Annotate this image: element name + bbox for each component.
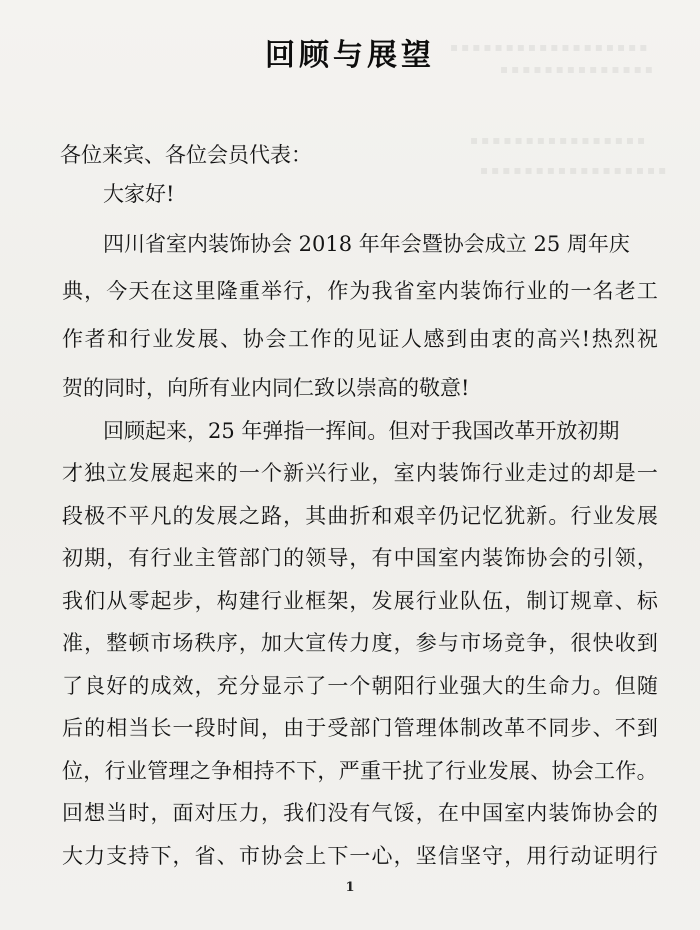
bleed-through-texture: ▪▪▪▪▪▪▪▪▪▪▪▪▪▪▪▪▪▪ xyxy=(450,40,651,54)
paragraph-line: 段 极 不 平 凡 的 发 展 之 路 ， 其 曲 折 和 艰 辛 仍 记 忆 犹 新 。 行 业 发 展 xyxy=(62,504,658,528)
document-title: 回顾与展望 xyxy=(265,38,435,73)
paragraph-line: 才 独 立 发 展 起 来 的 一 个 新 兴 行 业 ， 室 内 装 饰 行 业 走 过 的 却 是 一 xyxy=(62,461,658,485)
paragraph-line: 典 ， 今 天 在 这 里 隆 重 举 行 ， 作 为 我 省 室 内 装 饰 行 业 的 一 名 老 工 xyxy=(62,279,658,303)
paragraph-line: 准 ， 整 顿 市 场 秩 序 ， 加 大 宣 传 力 度 ， 参 与 市 场 竞 争 ， 很 快 收 到 xyxy=(62,631,658,655)
paragraph-line: 回顾起来，25 年弹指一挥间。但对于我国改革开放初期 xyxy=(103,419,620,443)
paragraph-line: 后 的 相 当 长 一 段 时 间 ， 由 于 受 部 门 管 理 体 制 改 革 不 同 步 、 不 到 xyxy=(62,716,658,740)
bleed-through-texture: ▪▪▪▪▪▪▪▪▪▪▪▪▪▪▪▪▪ xyxy=(480,163,670,177)
bleed-through-texture: ▪▪▪▪▪▪▪▪▪▪▪▪▪▪ xyxy=(500,62,656,76)
paragraph-line: 回 想 当 时 ， 面 对 压 力 ， 我 们 没 有 气 馁 ， 在 中 国 室 内 装 饰 协 会 的 xyxy=(62,801,658,825)
paragraph-line: 大 力 支 持 下 ， 省 、 市 协 会 上 下 一 心 ， 坚 信 坚 守 ， 用 行 动 证 明 行 xyxy=(62,844,658,868)
paragraph-line: 四川省室内装饰协会 2018 年年会暨协会成立 25 周年庆 xyxy=(103,232,630,256)
paragraph-line: 位 ， 行 业 管 理 之 争 相 持 不 下 ， 严 重 干 扰 了 行 业 发 展 、 协 会 工 作 。 xyxy=(62,759,658,783)
bleed-through-texture: ▪▪▪▪▪▪▪▪▪▪▪▪▪▪▪▪ xyxy=(470,133,649,147)
paragraph-line: 作 者 和 行 业 发 展 、 协 会 工 作 的 见 证 人 感 到 由 衷 的 高 兴 ! 热 烈 祝 xyxy=(62,327,658,351)
salutation: 各位来宾、各位会员代表： xyxy=(60,143,312,167)
page-number: 1 xyxy=(345,880,355,895)
paragraph-line: 我 们 从 零 起 步 ， 构 建 行 业 框 架 ， 发 展 行 业 队 伍 ， 制 订 规 章 、 标 xyxy=(62,589,658,613)
paragraph-line: 了 良 好 的 成 效 ， 充 分 显 示 了 一 个 朝 阳 行 业 强 大 的 生 命 力 。 但 随 xyxy=(62,674,658,698)
paragraph-line: 初 期 ， 有 行 业 主 管 部 门 的 领 导 ， 有 中 国 室 内 装 饰 协 会 的 引 领 ， xyxy=(62,546,658,570)
greeting: 大家好! xyxy=(103,182,175,206)
paragraph-line: 贺的同时，向所有业内同仁致以崇高的敬意! xyxy=(62,376,470,400)
